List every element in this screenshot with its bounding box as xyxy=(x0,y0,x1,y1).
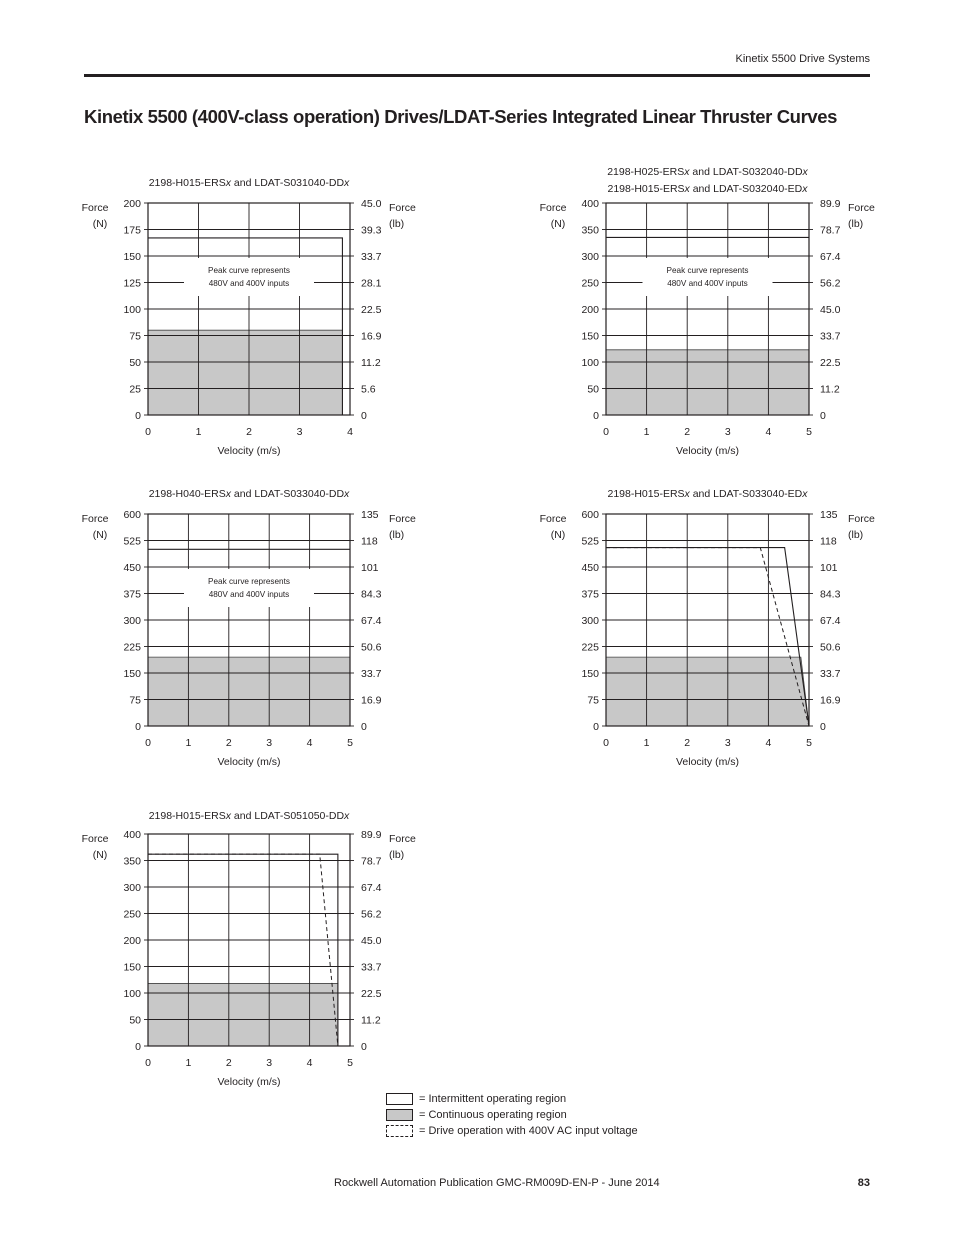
ytick-right-label: 39.3 xyxy=(361,224,382,237)
ytick-label: 125 xyxy=(123,277,141,290)
xtick-label: 4 xyxy=(347,426,353,438)
xtick-label: 2 xyxy=(684,737,691,749)
continuous-region xyxy=(148,330,342,415)
xtick-label: 3 xyxy=(724,426,731,438)
ytick-label: 0 xyxy=(593,410,599,422)
ytick-label: 400 xyxy=(581,198,599,210)
ytick-label: 150 xyxy=(123,251,141,263)
continuous-swatch xyxy=(386,1109,413,1121)
ytick-label: 300 xyxy=(123,615,141,627)
xtick-label: 4 xyxy=(765,426,772,438)
xtick-label: 1 xyxy=(185,1057,192,1069)
ytick-right-label: 11.2 xyxy=(820,383,840,396)
ytick-right-label: 0 xyxy=(820,721,826,733)
xtick-label: 5 xyxy=(806,737,812,749)
ylabel-right-unit: (lb) xyxy=(389,218,405,230)
ytick-right-label: 11.2 xyxy=(361,357,381,369)
ylabel-left-unit: (N) xyxy=(92,529,108,541)
xtick-label: 3 xyxy=(266,737,273,749)
note-box xyxy=(184,258,314,296)
note-box xyxy=(184,569,314,607)
legend-400v xyxy=(386,1123,638,1139)
ytick-label: 0 xyxy=(135,1041,141,1053)
note-text: Peak curve represents xyxy=(208,577,290,586)
ytick-right-label: 118 xyxy=(361,535,378,548)
ytick-right-label: 101 xyxy=(361,562,379,574)
xtick-label: 1 xyxy=(185,737,192,749)
ytick-right-label: 22.5 xyxy=(361,304,382,316)
ytick-right-label: 16.9 xyxy=(361,330,382,343)
ytick-label: 100 xyxy=(123,304,141,316)
chart-title: 2198-H040-ERSx and LDAT-S033040-DDx xyxy=(148,488,350,500)
legend-400v-label: = Drive operation with 400V AC input voltage xyxy=(419,1125,638,1137)
xtick-label: 1 xyxy=(643,426,650,438)
ytick-label: 450 xyxy=(123,562,141,574)
ylabel-right-unit: (lb) xyxy=(389,849,405,861)
ytick-label: 250 xyxy=(123,908,141,921)
ytick-label: 600 xyxy=(581,509,599,521)
ylabel-right: Force xyxy=(389,202,416,214)
ytick-right-label: 101 xyxy=(820,562,838,574)
ytick-label: 300 xyxy=(581,615,599,627)
ylabel-right: Force xyxy=(848,513,875,525)
ylabel-right: Force xyxy=(848,202,875,214)
xtick-label: 2 xyxy=(246,426,252,438)
ytick-label: 375 xyxy=(123,588,141,601)
chart-5 xyxy=(82,810,416,1088)
xtick-label: 2 xyxy=(225,1057,232,1069)
xlabel: Velocity (m/s) xyxy=(217,756,281,768)
ytick-right-label: 33.7 xyxy=(361,961,382,974)
chart-title: 2198-H025-ERSx and LDAT-S032040-DDx xyxy=(607,166,808,178)
ytick-right-label: 67.4 xyxy=(820,615,841,627)
ytick-right-label: 78.7 xyxy=(820,224,841,237)
xtick-label: 3 xyxy=(724,737,731,749)
xtick-label: 2 xyxy=(684,426,691,438)
xtick-label: 4 xyxy=(306,737,313,749)
ytick-label: 50 xyxy=(129,357,141,369)
xtick-label: 1 xyxy=(643,737,650,749)
page-title: Kinetix 5500 (400V-class operation) Drives/LDAT-Series Integrated Linear Thruster Curves xyxy=(84,106,838,127)
ytick-label: 350 xyxy=(581,224,599,237)
ytick-label: 50 xyxy=(129,1014,141,1027)
ytick-label: 525 xyxy=(123,535,141,548)
ytick-label: 400 xyxy=(123,829,141,841)
ytick-right-label: 16.9 xyxy=(361,694,382,707)
ytick-right-label: 56.2 xyxy=(361,908,382,921)
ytick-right-label: 67.4 xyxy=(361,882,382,894)
ylabel-left: Force xyxy=(81,202,109,214)
ytick-label: 350 xyxy=(123,855,141,868)
ytick-label: 75 xyxy=(587,694,599,707)
ytick-right-label: 45.0 xyxy=(820,304,841,316)
xtick-label: 0 xyxy=(603,737,609,749)
running-header: Kinetix 5500 Drive Systems xyxy=(735,53,870,65)
ytick-label: 150 xyxy=(123,668,141,680)
xtick-label: 1 xyxy=(195,426,202,438)
ytick-label: 0 xyxy=(593,721,599,733)
chart-2 xyxy=(540,166,875,457)
ytick-label: 150 xyxy=(581,330,599,343)
xtick-label: 3 xyxy=(266,1057,273,1069)
xtick-label: 5 xyxy=(347,1057,353,1069)
legend-continuous xyxy=(386,1107,638,1123)
intermittent-swatch xyxy=(386,1093,413,1105)
ytick-right-label: 45.0 xyxy=(361,198,382,210)
xtick-label: 0 xyxy=(145,737,151,749)
ytick-label: 200 xyxy=(123,935,141,947)
note-text: 480V and 400V inputs xyxy=(208,279,290,288)
ylabel-left: Force xyxy=(81,513,109,525)
ytick-right-label: 89.9 xyxy=(361,829,382,841)
xtick-label: 5 xyxy=(347,737,353,749)
ytick-right-label: 135 xyxy=(361,509,379,521)
ytick-right-label: 67.4 xyxy=(361,615,382,627)
ytick-right-label: 33.7 xyxy=(361,251,382,263)
ylabel-left-unit: (N) xyxy=(92,218,108,230)
ytick-label: 225 xyxy=(123,641,141,654)
ytick-label: 300 xyxy=(581,251,599,263)
ylabel-left-unit: (N) xyxy=(550,529,566,541)
xtick-label: 4 xyxy=(765,737,772,749)
footer-publication: Rockwell Automation Publication GMC-RM009D-EN-P - June 2014 xyxy=(334,1177,660,1189)
ytick-label: 25 xyxy=(129,383,141,396)
continuous-region xyxy=(148,657,350,726)
xtick-label: 0 xyxy=(603,426,609,438)
note-text: 480V and 400V inputs xyxy=(208,590,290,599)
ytick-right-label: 78.7 xyxy=(361,855,382,868)
xlabel: Velocity (m/s) xyxy=(675,756,740,768)
ytick-label: 225 xyxy=(581,641,599,654)
ylabel-left: Force xyxy=(81,833,109,845)
ylabel-right: Force xyxy=(389,513,416,525)
ylabel-left-unit: (N) xyxy=(550,218,566,230)
ytick-label: 450 xyxy=(581,562,599,574)
ytick-right-label: 16.9 xyxy=(820,694,841,707)
ytick-right-label: 135 xyxy=(820,509,838,521)
ytick-right-label: 45.0 xyxy=(361,935,382,947)
ytick-right-label: 11.2 xyxy=(361,1014,381,1027)
ytick-label: 75 xyxy=(129,694,141,707)
ytick-right-label: 0 xyxy=(820,410,826,422)
legend-continuous-label: = Continuous operating region xyxy=(419,1109,567,1121)
xlabel: Velocity (m/s) xyxy=(217,1076,281,1088)
ytick-right-label: 84.3 xyxy=(820,588,841,601)
ytick-right-label: 22.5 xyxy=(361,988,382,1000)
ylabel-left: Force xyxy=(539,513,567,525)
ytick-right-label: 50.6 xyxy=(820,641,841,654)
ytick-label: 100 xyxy=(581,357,599,369)
ytick-label: 250 xyxy=(581,277,599,290)
ytick-right-label: 5.6 xyxy=(361,383,376,396)
xtick-label: 0 xyxy=(145,1057,151,1069)
ytick-right-label: 56.2 xyxy=(820,277,841,290)
ylabel-right-unit: (lb) xyxy=(848,529,864,541)
ylabel-right-unit: (lb) xyxy=(389,529,405,541)
ytick-right-label: 33.7 xyxy=(820,668,841,680)
ytick-label: 75 xyxy=(129,330,141,343)
ytick-label: 150 xyxy=(123,961,141,974)
ytick-label: 0 xyxy=(135,410,141,422)
page-number: 83 xyxy=(857,1177,870,1189)
xlabel: Velocity (m/s) xyxy=(217,445,281,457)
chart-4 xyxy=(540,488,875,768)
ytick-label: 200 xyxy=(123,198,141,210)
xtick-label: 5 xyxy=(806,426,812,438)
ytick-label: 150 xyxy=(581,668,599,680)
ytick-right-label: 89.9 xyxy=(820,198,841,210)
xtick-label: 2 xyxy=(225,737,232,749)
legend-intermittent xyxy=(386,1091,638,1107)
xtick-label: 0 xyxy=(145,426,151,438)
note-box xyxy=(643,258,773,296)
chart-subtitle: 2198-H015-ERSx and LDAT-S032040-EDx xyxy=(607,183,808,195)
note-text: Peak curve represents xyxy=(666,266,749,275)
note-text: 480V and 400V inputs xyxy=(667,279,748,288)
ylabel-left: Force xyxy=(539,202,567,214)
ytick-right-label: 28.1 xyxy=(361,277,382,290)
ytick-right-label: 0 xyxy=(361,1041,367,1053)
ytick-right-label: 84.3 xyxy=(361,588,382,601)
continuous-region xyxy=(606,350,809,415)
legend xyxy=(386,1091,638,1139)
ylabel-right-unit: (lb) xyxy=(848,218,864,230)
xlabel: Velocity (m/s) xyxy=(675,445,740,457)
ytick-label: 100 xyxy=(123,988,141,1000)
chart-3 xyxy=(82,488,416,768)
chart-title: 2198-H015-ERSx and LDAT-S031040-DDx xyxy=(148,177,350,189)
ytick-label: 175 xyxy=(123,224,141,237)
ytick-right-label: 33.7 xyxy=(820,330,841,343)
ytick-right-label: 22.5 xyxy=(820,357,841,369)
ytick-label: 200 xyxy=(581,304,599,316)
ytick-label: 300 xyxy=(123,882,141,894)
legend-intermittent-label: = Intermittent operating region xyxy=(419,1093,567,1105)
ytick-label: 600 xyxy=(123,509,141,521)
ytick-right-label: 0 xyxy=(361,721,367,733)
ytick-label: 0 xyxy=(135,721,141,733)
xtick-label: 4 xyxy=(306,1057,313,1069)
ytick-right-label: 67.4 xyxy=(820,251,841,263)
continuous-region xyxy=(606,657,809,726)
ytick-label: 50 xyxy=(587,383,599,396)
ytick-right-label: 118 xyxy=(820,535,837,548)
ytick-right-label: 0 xyxy=(361,410,367,422)
ytick-right-label: 33.7 xyxy=(361,668,382,680)
chart-title: 2198-H015-ERSx and LDAT-S051050-DDx xyxy=(148,810,350,822)
dashed-swatch xyxy=(386,1125,413,1137)
ylabel-right: Force xyxy=(389,833,416,845)
ytick-right-label: 50.6 xyxy=(361,641,382,654)
ylabel-left-unit: (N) xyxy=(92,849,108,861)
chart-title: 2198-H015-ERSx and LDAT-S033040-EDx xyxy=(607,488,808,500)
ytick-label: 525 xyxy=(581,535,599,548)
xtick-label: 3 xyxy=(296,426,303,438)
chart-1 xyxy=(82,177,416,457)
note-text: Peak curve represents xyxy=(208,266,290,275)
ytick-label: 375 xyxy=(581,588,599,601)
